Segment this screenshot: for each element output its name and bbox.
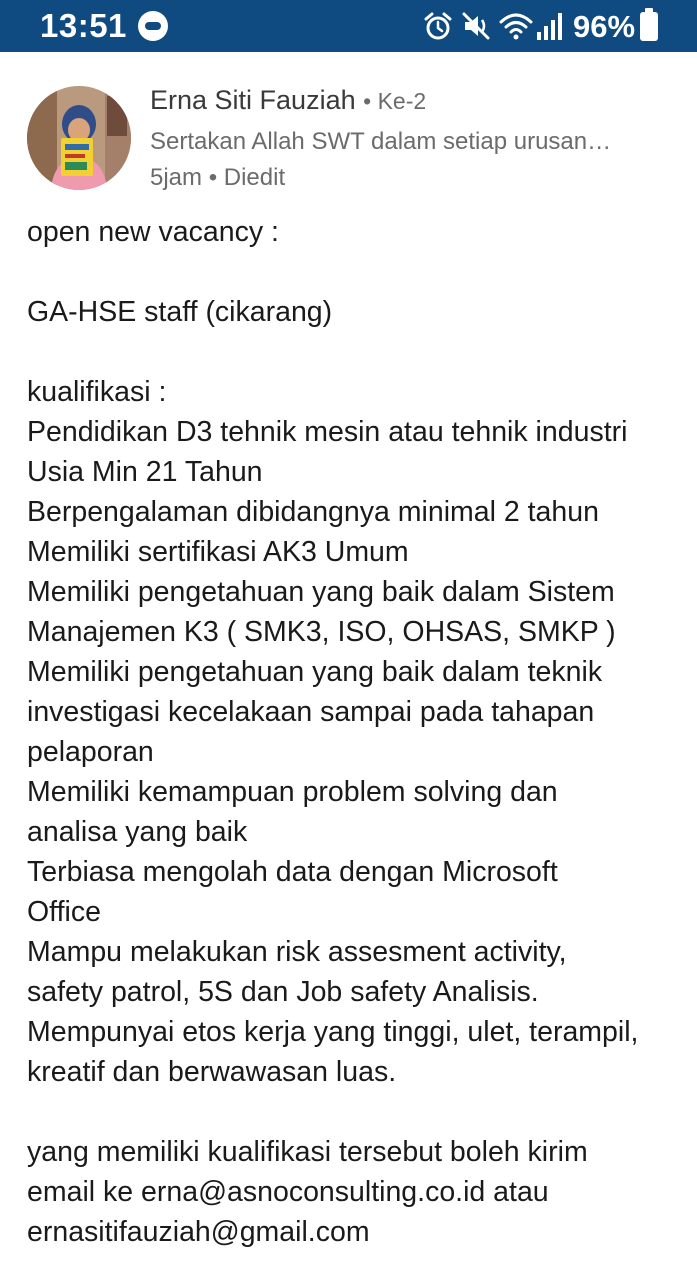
post-body-line: Office bbox=[27, 896, 101, 928]
post-body-line: ernasitifauziah@gmail.com bbox=[27, 1216, 370, 1248]
post-body-line: kualifikasi : bbox=[27, 376, 167, 408]
post-body-line bbox=[27, 252, 687, 292]
author-name-line[interactable] bbox=[150, 85, 426, 116]
app-notification-icon bbox=[138, 11, 168, 41]
post-body-line: Memiliki pengetahuan yang baik dalam teknik bbox=[27, 656, 603, 688]
post-body-line: Usia Min 21 Tahun bbox=[27, 456, 263, 488]
status-time: 13:51 bbox=[40, 7, 127, 44]
post-body-line: open new vacancy : bbox=[27, 216, 279, 248]
post-body-line bbox=[27, 1092, 687, 1132]
wifi-icon bbox=[498, 10, 534, 42]
post-body-line: Pendidikan D3 tehnik mesin atau tehnik industri bbox=[27, 416, 628, 448]
post-body-line: email ke erna@asnoconsulting.co.id atau bbox=[27, 1176, 549, 1208]
mute-icon bbox=[460, 10, 492, 42]
post-body-line: kreatif dan berwawasan luas. bbox=[27, 1056, 397, 1088]
alarm-icon bbox=[422, 10, 454, 42]
post-body-line: analisa yang baik bbox=[27, 816, 248, 848]
post-body-line: pelaporan bbox=[27, 736, 154, 768]
post-body-line: Berpengalaman dibidangnya minimal 2 tahun bbox=[27, 496, 599, 528]
signal-icon bbox=[536, 10, 564, 42]
battery-icon bbox=[640, 12, 658, 41]
post-body bbox=[27, 212, 687, 1252]
post-body-line: safety patrol, 5S dan Job safety Analisis. bbox=[27, 976, 539, 1008]
post-card bbox=[0, 52, 697, 1280]
author-headline: Sertakan Allah SWT dalam setiap urusan… bbox=[150, 128, 612, 155]
avatar-photo-icon bbox=[27, 86, 131, 190]
post-body-line: Mampu melakukan risk assesment activity, bbox=[27, 936, 567, 968]
post-body-line: Terbiasa mengolah data dengan Microsoft bbox=[27, 856, 558, 888]
post-body-line: Memiliki pengetahuan yang baik dalam Sistem bbox=[27, 576, 615, 608]
post-body-line: Manajemen K3 ( SMK3, ISO, OHSAS, SMKP ) bbox=[27, 616, 616, 648]
post-body-line: Mempunyai etos kerja yang tinggi, ulet, terampil, bbox=[27, 1016, 639, 1048]
author-avatar[interactable] bbox=[27, 86, 131, 190]
post-body-line: GA-HSE staff (cikarang) bbox=[27, 296, 333, 328]
post-body-line: yang memiliki kualifikasi tersebut boleh kirim bbox=[27, 1136, 588, 1168]
author-name[interactable]: Erna Siti Fauziah bbox=[150, 85, 356, 115]
post-body-line bbox=[27, 332, 687, 372]
post-body-line: Memiliki sertifikasi AK3 Umum bbox=[27, 536, 409, 568]
post-body-line: investigasi kecelakaan sampai pada tahapan bbox=[27, 696, 595, 728]
connection-degree: • Ke-2 bbox=[363, 88, 427, 114]
post-body-line: Memiliki kemampuan problem solving dan bbox=[27, 776, 558, 808]
status-bar bbox=[0, 0, 697, 52]
post-meta: 5jam • Diedit bbox=[150, 164, 286, 191]
battery-percentage: 96% bbox=[573, 9, 636, 44]
